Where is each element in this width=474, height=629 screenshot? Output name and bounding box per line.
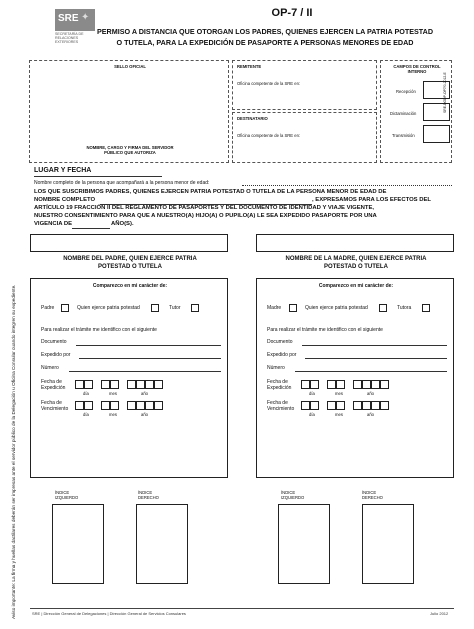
father-indice-der-label: ÍNDICE DERECHO <box>138 490 159 500</box>
mother-expedido-input[interactable] <box>305 358 447 359</box>
side-note-text: Aviso importante: La firma y huellas dactilares deberán ser impresas ante el servidor público de la Delegación u Oficina Consular cuando integren su expediente. <box>11 284 16 619</box>
father-name-field[interactable] <box>30 234 228 252</box>
father-expedido-input[interactable] <box>79 358 221 359</box>
father-fecha-exp-digits[interactable] <box>75 380 215 390</box>
sello-oficial-box <box>29 60 229 163</box>
mother-dia-label-1: día <box>309 391 315 396</box>
control-title: CAMPOS DE CONTROL INTERNO <box>393 64 441 74</box>
father-anio-label-1: año <box>141 391 148 396</box>
sello-label: SELLO OFICIAL <box>114 64 146 69</box>
father-numero-label: Número <box>41 365 59 371</box>
mother-numero-label: Número <box>267 365 285 371</box>
father-fecha-venc-digits[interactable] <box>75 401 215 411</box>
mother-indice-izq-box <box>278 504 330 584</box>
statement-line-1: LOS QUE SUSCRIBIMOS PADRES, QUIENES EJERCEN PATRIA POTESTAD O TUTELA DE LA PERSONA MENOR DE EDAD DE <box>34 189 387 195</box>
mother-dia-label-2: día <box>309 412 315 417</box>
footer-right: Julio 2012 <box>430 611 449 616</box>
father-panel <box>30 234 228 606</box>
mother-role-tutor-checkbox[interactable] <box>422 304 430 312</box>
mother-indice-der-box <box>362 504 414 584</box>
statement-line-5-left: VIGENCIA DE <box>34 221 73 227</box>
destinatario-box <box>232 112 377 163</box>
mother-role-parent-checkbox[interactable] <box>289 304 297 312</box>
transmision-field[interactable] <box>423 125 450 143</box>
footer-rule <box>30 608 454 609</box>
mother-role-tutor-label: Tutora <box>397 305 412 311</box>
ministry-text: SECRETARÍA DE RELACIONES EXTERIORES <box>55 32 84 44</box>
father-id-intro: Para realizar el trámite me identifico con el siguiente <box>41 327 157 333</box>
father-role-potestad-checkbox[interactable] <box>151 304 159 312</box>
mother-role-potestad-label: Quien ejerce patria potestad <box>305 305 368 311</box>
servidor-label: NOMBRE, CARGO Y FIRMA DEL SERVIDOR PÚBLICO QUE AUTORIZA <box>86 145 174 155</box>
father-comparezco: Comparezco en mi carácter de: <box>92 283 168 289</box>
father-fecha-exp-label: Fecha de Expedición <box>41 379 66 391</box>
father-role-row <box>41 305 221 315</box>
statement-line-5-right: AÑO(S). <box>111 221 134 227</box>
mother-details-box <box>256 278 454 478</box>
mother-role-potestad-checkbox[interactable] <box>379 304 387 312</box>
side-note <box>11 159 16 619</box>
father-indice-der-box <box>136 504 188 584</box>
logo-text: SRE <box>58 13 79 24</box>
remitente-box <box>232 60 377 110</box>
mother-panel <box>256 234 454 606</box>
mother-id-intro: Para realizar el trámite me identifico con el siguiente <box>267 327 383 333</box>
father-anio-label-2: año <box>141 412 148 417</box>
remitente-label: REMITENTE <box>237 64 262 69</box>
father-role-tutor-checkbox[interactable] <box>191 304 199 312</box>
companion-input[interactable] <box>242 185 452 186</box>
statement-line-2-right: , EXPRESAMOS PARA LOS EFECTOS DEL <box>312 197 432 203</box>
father-role-parent-label: Padre <box>41 305 55 311</box>
footer-left: SRE | Dirección General de Delegaciones | Dirección General de Servicios Consulares <box>32 611 186 616</box>
vigencia-input[interactable] <box>72 228 110 229</box>
destinatario-label: DESTINATARIO <box>237 116 268 121</box>
statement-line-2-left: NOMBRE COMPLETO <box>34 197 96 203</box>
father-documento-label: Documento <box>41 339 67 345</box>
transmision-label: Transmisión <box>392 133 415 138</box>
mother-fecha-exp-digits[interactable] <box>301 380 441 390</box>
mother-expedido-label: Expedido por <box>267 352 297 358</box>
statement-line-3: ARTÍCULO 19 FRACCIÓN II DEL REGLAMENTO DE PASAPORTES Y DEL DOCUMENTO DE IDENTIDAD Y VIAJE VIGENTE, <box>34 205 375 211</box>
title-line-2: O TUTELA, PARA LA EXPEDICIÓN DE PASAPORTE A PERSONAS MENORES DE EDAD <box>116 38 414 47</box>
mother-numero-input[interactable] <box>295 371 447 372</box>
father-name-caption: NOMBRE DEL PADRE, QUIEN EJERCE PATRIA POTESTAD O TUTELA <box>63 256 197 270</box>
father-mes-label-2: mes <box>109 412 117 417</box>
eagle-icon: ✦ <box>81 12 90 23</box>
father-documento-input[interactable] <box>76 345 221 346</box>
vertical-code: SRE-DGDP-OP7/0-2012-E <box>443 72 447 113</box>
remitente-field[interactable]: Oficina competente de la SRE en: <box>237 81 301 86</box>
destinatario-field[interactable]: Oficina competente de la SRE en: <box>237 133 301 138</box>
lugar-fecha-label: LUGAR Y FECHA <box>34 167 92 174</box>
father-role-potestad-label: Quien ejerce patria potestad <box>77 305 140 311</box>
mother-fecha-exp-label: Fecha de Expedición <box>267 379 292 391</box>
mother-role-row <box>267 305 447 315</box>
mother-fecha-venc-digits[interactable] <box>301 401 441 411</box>
dictaminacion-label: Dictaminación <box>390 111 417 116</box>
mother-name-caption: NOMBRE DE LA MADRE, QUIEN EJERCE PATRIA POTESTAD O TUTELA <box>285 256 427 270</box>
father-indice-izq-box <box>52 504 104 584</box>
father-expedido-label: Expedido por <box>41 352 71 358</box>
mother-documento-label: Documento <box>267 339 293 345</box>
mother-anio-label-2: año <box>367 412 374 417</box>
mother-anio-label-1: año <box>367 391 374 396</box>
mother-mes-label-1: mes <box>335 391 343 396</box>
father-details-box <box>30 278 228 478</box>
mother-indice-izq-label: ÍNDICE IZQUIERDO <box>281 490 305 500</box>
form-code: OP-7 / II <box>271 7 313 19</box>
father-fecha-venc-label: Fecha de Vencimiento <box>41 400 69 412</box>
mother-documento-input[interactable] <box>302 345 447 346</box>
father-mes-label-1: mes <box>109 391 117 396</box>
title-line-1: PERMISO A DISTANCIA QUE OTORGAN LOS PADRES, QUIENES EJERCEN LA PATRIA POTESTAD <box>96 27 434 36</box>
recepcion-label: Recepción <box>396 89 416 94</box>
mother-name-field[interactable] <box>256 234 454 252</box>
companion-label: Nombre completo de la persona que acompañará a la persona menor de edad: <box>34 180 210 186</box>
mother-mes-label-2: mes <box>335 412 343 417</box>
father-role-tutor-label: Tutor <box>169 305 181 311</box>
father-indice-izq-label: ÍNDICE IZQUIERDO <box>55 490 79 500</box>
father-numero-input[interactable] <box>69 371 221 372</box>
mother-role-parent-label: Madre <box>267 305 282 311</box>
lugar-fecha-input[interactable] <box>34 176 162 177</box>
mother-fecha-venc-label: Fecha de Vencimiento <box>267 400 295 412</box>
mother-comparezco: Comparezco en mi carácter de: <box>318 283 394 289</box>
father-dia-label-2: día <box>83 412 89 417</box>
control-interno-box <box>380 60 452 163</box>
father-role-parent-checkbox[interactable] <box>61 304 69 312</box>
mother-indice-der-label: ÍNDICE DERECHO <box>362 490 383 500</box>
father-dia-label-1: día <box>83 391 89 396</box>
statement-line-4: NUESTRO CONSENTIMIENTO PARA QUE A NUESTRO(A) HIJO(A) O PUPILO(A) LE SEA EXPEDIDO PASAPORTE POR UNA <box>34 213 377 219</box>
